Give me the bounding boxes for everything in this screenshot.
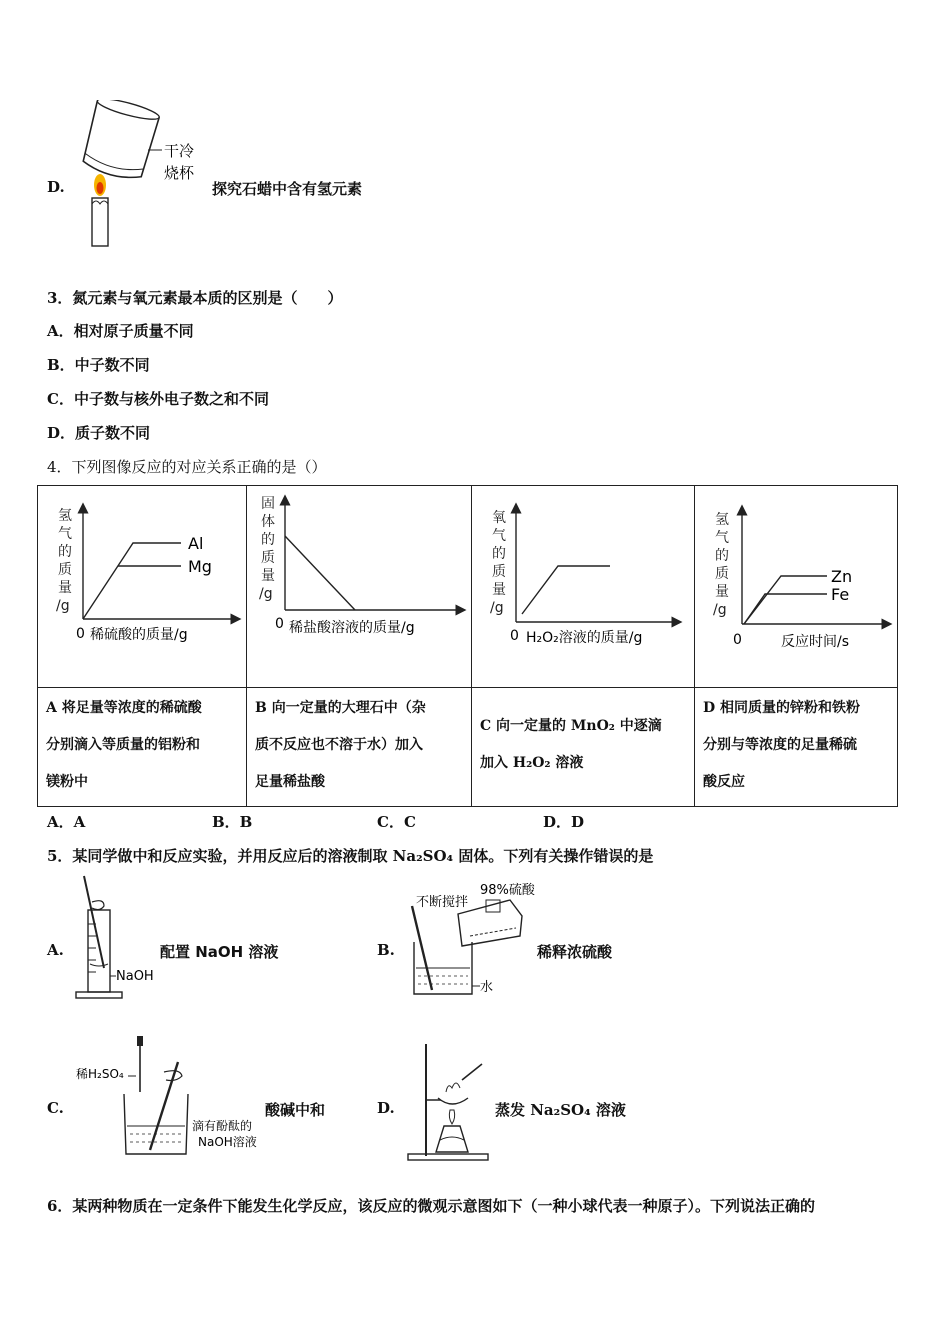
graph-d-line-fe [744, 594, 827, 624]
svg-text:质: 质 [58, 562, 72, 578]
svg-text:量: 量 [261, 568, 275, 584]
svg-text:量: 量 [715, 584, 729, 600]
graph-b-line [285, 536, 355, 610]
q5-b-label-stir: 不断搅拌 [416, 895, 469, 910]
graph-a-cell [38, 486, 247, 688]
svg-text:/g: /g [56, 598, 70, 614]
svg-text:固: 固 [261, 496, 275, 512]
graph-a [38, 486, 247, 683]
graph-d-legend-zn: Zn [831, 567, 853, 586]
q6-stem: 6．某两种物质在一定条件下能发生化学反应，该反应的微观示意图如下（一种小球代表一种原子）。下列说法正确的 [47, 1197, 815, 1215]
q5-option-c-letter[interactable]: C. [47, 1099, 64, 1117]
q4-stem: 4．下列图像反应的对应关系正确的是（） [47, 458, 327, 476]
q3-option-d[interactable]: D．质子数不同 [47, 424, 151, 442]
graph-d [695, 486, 898, 683]
graph-a-line-al [83, 543, 181, 619]
graph-a-legend-al: Al [188, 534, 204, 553]
svg-text:质: 质 [715, 566, 729, 582]
q4-graph-table [37, 485, 898, 807]
caption-a: A 将足量等浓度的稀硫酸 分别滴入等质量的铝粉和 镁粉中 [38, 688, 247, 807]
q5-figure-a [70, 872, 165, 1004]
graph-b [247, 486, 472, 683]
graph-b-xlabel: 稀盐酸溶液的质量/g [289, 620, 415, 636]
caption-c: C 向一定量的 MnO₂ 中逐滴 加入 H₂O₂ 溶液 [472, 688, 695, 807]
svg-text:质: 质 [492, 564, 506, 580]
svg-text:的: 的 [261, 532, 275, 548]
q5-option-d-desc: 蒸发 Na₂SO₄ 溶液 [495, 1101, 626, 1119]
graph-b-cell [247, 486, 472, 688]
svg-text:/g: /g [713, 602, 727, 618]
q5-figure-b [400, 878, 540, 1000]
svg-text:体: 体 [261, 514, 275, 530]
q5-option-b-letter[interactable]: B. [377, 941, 395, 959]
graph-c-line [522, 566, 610, 614]
svg-text:量: 量 [58, 580, 72, 596]
q4-answer-c[interactable]: C．C [377, 813, 416, 831]
graph-b-origin: 0 [275, 616, 284, 632]
q5-figure-c [72, 1032, 267, 1158]
svg-text:的: 的 [715, 548, 729, 564]
svg-text:/g: /g [490, 600, 504, 616]
graph-d-legend-fe: Fe [831, 585, 850, 604]
q5-b-label-acid: 98%硫酸 [480, 883, 535, 898]
q5-option-a-letter[interactable]: A. [47, 941, 64, 959]
graph-d-origin: 0 [733, 632, 742, 648]
graph-d-xlabel: 反应时间/s [781, 634, 850, 650]
svg-text:气: 气 [715, 530, 729, 546]
q5-a-label-naoh: NaOH [116, 969, 154, 984]
svg-text:氢: 氢 [58, 508, 72, 524]
q5-stem: 5．某同学做中和反应实验，并用反应后的溶液制取 Na₂SO₄ 固体。下列有关操作错误的是 [47, 847, 654, 865]
graph-c-xlabel: H₂O₂溶液的质量/g [526, 630, 643, 646]
svg-text:氢: 氢 [715, 512, 729, 528]
q2-option-d-desc: 探究石蜡中含有氢元素 [212, 180, 363, 198]
svg-text:氧: 氧 [492, 510, 506, 526]
q5-b-label-water: 水 [480, 980, 494, 995]
svg-text:/g: /g [259, 586, 273, 602]
q3-option-c[interactable]: C．中子数与核外电子数之和不同 [47, 390, 269, 408]
q5-option-b-desc: 稀释浓硫酸 [537, 943, 613, 961]
svg-text:量: 量 [492, 582, 506, 598]
svg-text:质: 质 [261, 550, 275, 566]
q5-option-a-desc: 配置 NaOH 溶液 [160, 943, 279, 961]
svg-text:的: 的 [58, 544, 72, 560]
candle-beaker-figure [70, 100, 210, 250]
graph-d-cell [695, 486, 898, 688]
q5-c-label-2: NaOH溶液 [198, 1135, 257, 1149]
beaker-label-1: 干冷 [164, 142, 195, 160]
q4-answer-a[interactable]: A．A [47, 813, 86, 831]
svg-text:气: 气 [492, 528, 506, 544]
q5-c-label-acid: 稀H₂SO₄ [76, 1067, 124, 1081]
q2-option-d-letter: D. [47, 178, 65, 196]
svg-text:气: 气 [58, 526, 72, 542]
graph-a-origin: 0 [76, 626, 85, 642]
graph-a-xlabel: 稀硫酸的质量/g [90, 627, 188, 643]
q4-answer-d[interactable]: D．D [543, 813, 585, 831]
beaker-label-2: 烧杯 [164, 164, 195, 182]
graph-a-legend-mg: Mg [188, 557, 212, 576]
q3-option-b[interactable]: B．中子数不同 [47, 356, 150, 374]
q3-stem: 3．氮元素与氧元素最本质的区别是（ ） [47, 289, 343, 307]
caption-d: D 相同质量的锌粉和铁粉 分别与等浓度的足量稀硫 酸反应 [695, 688, 898, 807]
q3-option-a[interactable]: A．相对原子质量不同 [47, 322, 194, 340]
q5-option-c-desc: 酸碱中和 [265, 1101, 326, 1119]
q5-figure-d [402, 1040, 497, 1165]
caption-b: B 向一定量的大理石中（杂 质不反应也不溶于水）加入 足量稀盐酸 [247, 688, 472, 807]
graph-d-line-zn [744, 576, 827, 624]
q4-answer-b[interactable]: B．B [212, 813, 253, 831]
graph-c-origin: 0 [510, 628, 519, 644]
svg-text:的: 的 [492, 546, 506, 562]
q5-option-d-letter[interactable]: D. [377, 1099, 395, 1117]
graph-c [472, 486, 695, 683]
q5-c-label-1: 滴有酚酞的 [192, 1119, 253, 1133]
graph-c-cell [472, 486, 695, 688]
